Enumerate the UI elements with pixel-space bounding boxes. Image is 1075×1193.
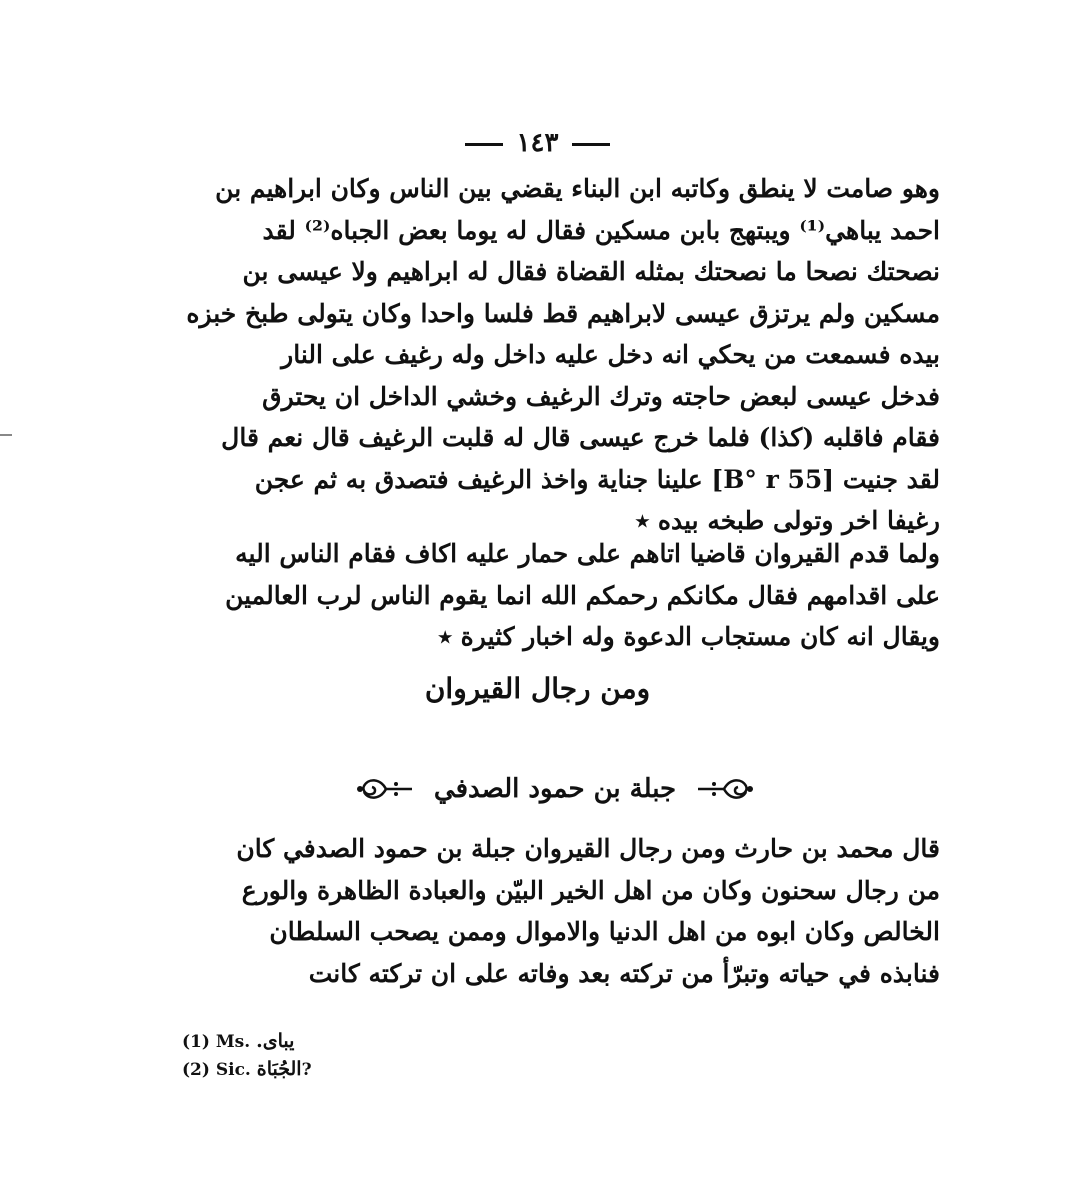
footnotes [182, 1028, 312, 1084]
text-line: احمد يباهي⁽¹⁾ ويبتهج بابن مسكين فقال له يوما بعض الجباه⁽²⁾ لقد [262, 215, 940, 245]
text-line: ويقال انه كان مستجاب الدعوة وله اخبار كثيرة ٭ [438, 622, 940, 651]
text-line: الخالص وكان ابوه من اهل الدنيا والاموال وممن يصحب السلطان [269, 917, 940, 946]
text-line: على اقدامهم فقال مكانكم رحمكم الله انما يقوم الناس لرب العالمين [225, 580, 940, 610]
footnote-2 [182, 1056, 312, 1084]
text-line: نصحتك نصحا ما نصحتك بمثله القضاة فقال له ابراهيم ولا عيسى بن [242, 257, 940, 286]
paragraph-1 [150, 168, 940, 542]
footnote-arabic: الجُبَاة [256, 1058, 302, 1080]
footnote-marker: (1) [182, 1032, 210, 1052]
text-line: من رجال سحنون وكان من اهل الخير البيّن والعبادة الظاهرة والورع [241, 875, 940, 905]
scan-edge-mark [0, 434, 12, 436]
biography-title-text: جبلة بن حمود الصدفي [433, 774, 677, 804]
biography-paragraph [150, 828, 940, 994]
text-line: قال محمد بن حارث ومن رجال القيروان جبلة بن حمود الصدفي كان [236, 834, 940, 863]
text-line: وهو صامت لا ينطق وكاتبه ابن البناء يقضي بين الناس وكان ابراهيم بن [215, 174, 940, 203]
text-line: ولما قدم القيروان قاضيا اتاهم على حمار عليه اكاف فقام الناس اليه [235, 539, 940, 568]
biography-title [330, 766, 780, 812]
text-line: فنابذه في حياته وتبرّأ من تركته بعد وفاته على ان تركته كانت [308, 958, 940, 988]
page-number-dash-left [465, 143, 503, 146]
footnote-arabic: يباى. [256, 1030, 295, 1052]
page-number [0, 128, 1075, 158]
text-line: لقد جنيت [55 B° r] علينا جناية واخذ الرغيف فتصدق به ثم عجن [254, 464, 940, 494]
text-line: مسكين ولم يرتزق عيسى لابراهيم قط فلسا واحدا وكان يتولى طبخ خبزه [186, 298, 940, 328]
footnote-abbr: Sic. [215, 1060, 251, 1080]
footnote-marker: (2) [182, 1060, 210, 1080]
page-number-value: ١٤٣ [516, 128, 559, 158]
section-heading: ومن رجال القيروان [424, 672, 651, 705]
footnote-1 [182, 1028, 312, 1056]
text-line: فقام فاقلبه (كذا) فلما خرج عيسى قال له قلبت الرغيف قال نعم قال [221, 423, 940, 452]
footnote-abbr: Ms. [215, 1032, 251, 1052]
paragraph-2 [150, 533, 940, 658]
footnote-suffix: ? [301, 1060, 312, 1080]
page-number-dash-right [572, 143, 610, 146]
floral-ornament-icon [694, 774, 754, 804]
text-line: رغيفا اخر وتولى طبخه بيده ٭ [635, 506, 940, 535]
text-line: فدخل عيسى لبعض حاجته وترك الرغيف وخشي الداخل ان يحترق [262, 381, 940, 411]
floral-ornament-icon [356, 774, 416, 804]
text-line: بيده فسمعت من يحكي انه دخل عليه داخل وله رغيف على النار [281, 340, 940, 369]
